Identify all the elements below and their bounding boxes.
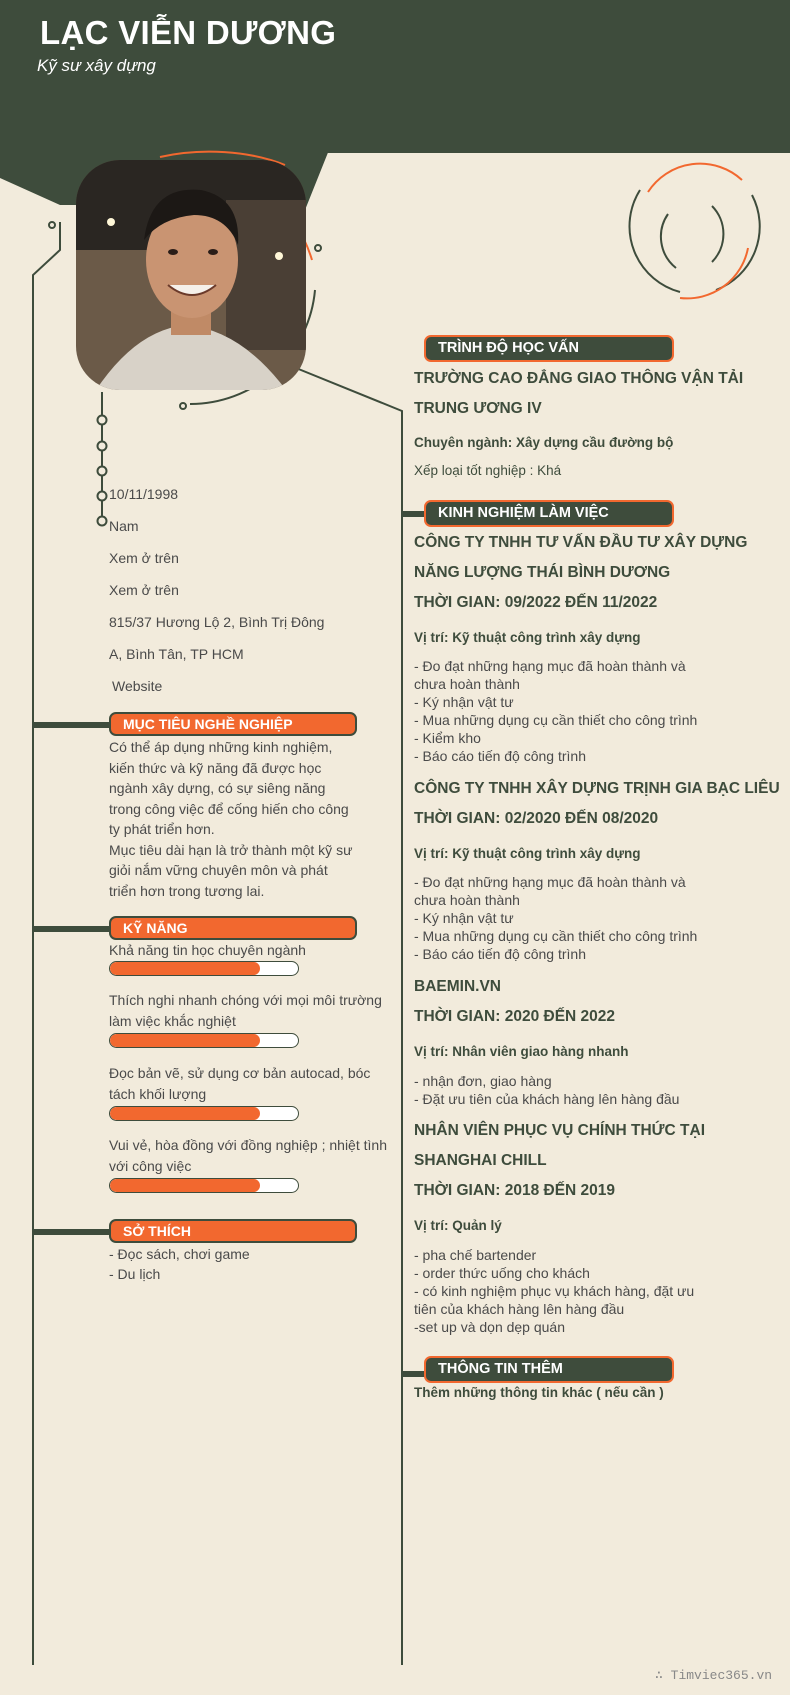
experience-heading: KINH NGHIỆM LÀM VIỆC: [424, 500, 674, 527]
skill-label: Vui vẻ, hòa đồng với đồng nghiệp ; nhiệt tình với công việc: [109, 1137, 387, 1174]
job-company: CÔNG TY TNHH XÂY DỰNG TRỊNH GIA BẠC LIÊU: [414, 780, 780, 797]
job-company: CÔNG TY TNHH TƯ VẤN ĐẦU TƯ XÂY DỰNG: [414, 534, 748, 551]
phone: Xem ở trên: [109, 550, 179, 566]
education-major: Chuyên ngành: Xây dựng cầu đường bộ: [414, 435, 674, 450]
objective-connector: [33, 722, 111, 728]
extra-heading: THÔNG TIN THÊM: [424, 1356, 674, 1383]
hobbies-heading: SỞ THÍCH: [109, 1219, 357, 1243]
skill-bar-fill: [110, 962, 260, 975]
hobby-item: - Đọc sách, chơi game: [109, 1246, 250, 1262]
job-description: - pha chế bartender - order thức uống cho khách - có kinh nghiệm phục vụ khách hàng, đặt ưu tiên của khách hàng lên hàng đầu -set up và dọn dẹp quán: [414, 1247, 695, 1335]
education-heading: TRÌNH ĐỘ HỌC VẤN: [424, 335, 674, 362]
birth-date: 10/11/1998: [109, 486, 179, 502]
job-company: SHANGHAI CHILL: [414, 1152, 547, 1169]
job-company: BAEMIN.VN: [414, 978, 501, 995]
skill-bar-fill: [110, 1107, 260, 1120]
watermark-text: Timviec365.vn: [670, 1668, 773, 1683]
skill-label: Thích nghi nhanh chóng với mọi môi trường làm việc khắc nghiệt: [109, 992, 382, 1029]
profile-photo: [76, 160, 306, 390]
gender: Nam: [109, 518, 139, 534]
job-title: Kỹ sư xây dựng: [37, 56, 156, 75]
skill-label: Đọc bản vẽ, sử dụng cơ bản autocad, bóc tách khối lượng: [109, 1065, 371, 1102]
job-position: Vị trí: Kỹ thuật công trình xây dựng: [414, 630, 641, 645]
objective-heading: MỤC TIÊU NGHỀ NGHIỆP: [109, 712, 357, 736]
job-time: THỜI GIAN: 2018 ĐẾN 2019: [414, 1182, 616, 1199]
email: Xem ở trên: [109, 582, 179, 598]
skill-bar: [109, 961, 299, 976]
job-position: Vị trí: Kỹ thuật công trình xây dựng: [414, 846, 641, 861]
job-company: NĂNG LƯỢNG THÁI BÌNH DƯƠNG: [414, 564, 671, 581]
job-time: THỜI GIAN: 09/2022 ĐẾN 11/2022: [414, 594, 658, 611]
skill-bar: [109, 1033, 299, 1048]
job-time: THỜI GIAN: 02/2020 ĐẾN 08/2020: [414, 810, 659, 827]
skill-label: Khả năng tin học chuyên ngành: [109, 942, 306, 958]
job-position: Vị trí: Quản lý: [414, 1218, 502, 1233]
address-line-1: 815/37 Hương Lộ 2, Bình Trị Đông: [109, 614, 325, 630]
skill-bar: [109, 1178, 299, 1193]
job-company: NHÂN VIÊN PHỤC VỤ CHÍNH THỨC TẠI: [414, 1122, 706, 1139]
school-name-line-1: TRƯỜNG CAO ĐẲNG GIAO THÔNG VẬN TẢI: [414, 370, 744, 387]
education-grade: Xếp loại tốt nghiệp : Khá: [414, 463, 562, 478]
objective-text: Có thể áp dụng những kinh nghiệm, kiến thức và kỹ năng đã được học ngành xây dựng, có sự siêng năng trong công việc để cống hiến cho công ty phát triển hơn. Mục tiêu dài hạn là trở thành một kỹ sư giỏi nắm vững chuyên môn và phát triển hơn trong tương lai.: [109, 739, 353, 899]
skills-heading: KỸ NĂNG: [109, 916, 357, 940]
address-line-2: A, Bình Tân, TP HCM: [109, 646, 244, 662]
job-position: Vị trí: Nhân viên giao hàng nhanh: [414, 1044, 629, 1059]
watermark-icon: ∴: [655, 1668, 671, 1683]
job-description: - Đo đạt những hạng mục đã hoàn thành và chưa hoàn thành - Ký nhận vật tư - Mua những dụng cụ cần thiết cho công trình - Báo cáo tiến độ công trình: [414, 874, 698, 962]
school-name-line-2: TRUNG ƯƠNG IV: [414, 400, 542, 417]
watermark: [655, 1668, 772, 1683]
candidate-name: LẠC VIỄN DƯƠNG: [40, 14, 337, 51]
website-link[interactable]: Website: [112, 678, 163, 694]
skills-connector: [33, 926, 111, 932]
job-time: THỜI GIAN: 2020 ĐẾN 2022: [414, 1008, 616, 1025]
hobby-item: - Du lịch: [109, 1266, 161, 1282]
job-description: - Đo đạt những hạng mục đã hoàn thành và chưa hoàn thành - Ký nhận vật tư - Mua những dụng cụ cần thiết cho công trình - Kiểm kho - Báo cáo tiến độ công trình: [414, 658, 698, 764]
skill-bar: [109, 1106, 299, 1121]
extra-text: Thêm những thông tin khác ( nếu cần ): [414, 1385, 664, 1400]
hobbies-connector: [33, 1229, 111, 1235]
skill-bar-fill: [110, 1179, 260, 1192]
job-description: - nhận đơn, giao hàng - Đặt ưu tiên của khách hàng lên hàng đầu: [414, 1073, 680, 1107]
skill-bar-fill: [110, 1034, 260, 1047]
